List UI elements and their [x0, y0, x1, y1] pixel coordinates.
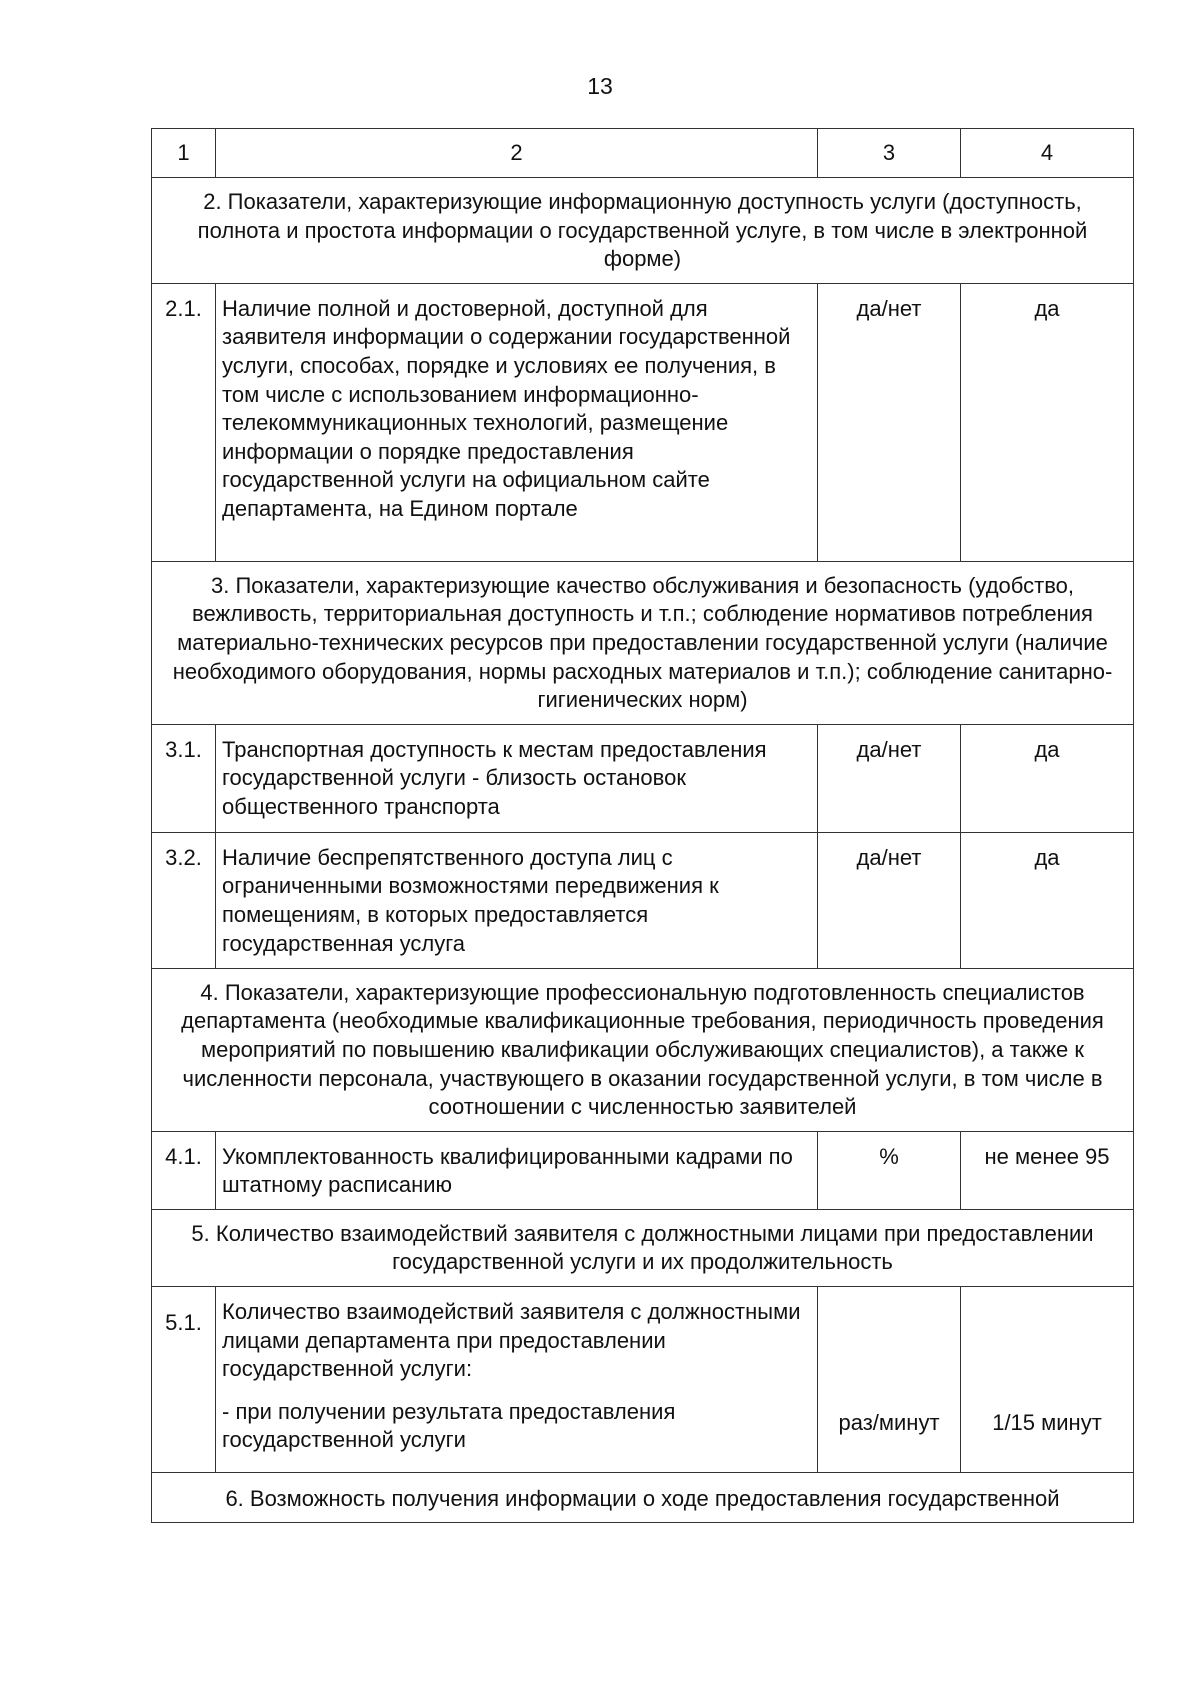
section-heading-6: 6. Возможность получения информации о ходе предоставления государственной — [152, 1472, 1134, 1522]
row-value: да — [961, 832, 1134, 968]
row-description: Укомплектованность квалифицированными кадрами по штатному расписанию — [216, 1131, 818, 1209]
row-unit: раз/минут — [818, 1286, 961, 1472]
table-row — [152, 832, 1134, 968]
row-number: 5.1. — [152, 1286, 216, 1472]
table-row — [152, 1286, 1134, 1472]
row-value: не менее 95 — [961, 1131, 1134, 1209]
header-col-2: 2 — [216, 129, 818, 178]
section-heading-4: 4. Показатели, характеризующие профессиональную подготовленность специалистов департамента (необходимые квалификационные требования, периодичность проведения мероприятий по повышению квалификации обслуживающих специалистов), а также к численности персонала, участвующего в оказании государственной услуги, в том числе в соотношении с численностью заявителей — [152, 968, 1134, 1131]
row-number: 3.1. — [152, 724, 216, 832]
table-row — [152, 1131, 1134, 1209]
row-unit: % — [818, 1131, 961, 1209]
row-value: 1/15 минут — [961, 1286, 1134, 1472]
row-description-sub: - при получении результата предоставления государственной услуги — [222, 1398, 676, 1453]
row-number: 4.1. — [152, 1131, 216, 1209]
section-heading-3: 3. Показатели, характеризующие качество обслуживания и безопасность (удобство, вежливость, территориальная доступность и т.п.; соблюдение нормативов потребления материально-технических ресурсов при предоставлении государственной услуги (наличие необходимого оборудования, нормы расходных материалов и т.п.); соблюдение санитарно-гигиенических норм) — [152, 561, 1134, 724]
table-row — [152, 724, 1134, 832]
section-row — [152, 1209, 1134, 1286]
row-description — [216, 1286, 818, 1472]
header-col-3: 3 — [818, 129, 961, 178]
section-heading-2: 2. Показатели, характеризующие информационную доступность услуги (доступность, полнота и простота информации о государственной услуге, в том числе в электронной форме) — [152, 178, 1134, 284]
section-row — [152, 178, 1134, 284]
row-value: да — [961, 283, 1134, 561]
section-row — [152, 1472, 1134, 1522]
section-row — [152, 968, 1134, 1131]
row-unit: да/нет — [818, 724, 961, 832]
header-row — [152, 129, 1134, 178]
section-row — [152, 561, 1134, 724]
row-value: да — [961, 724, 1134, 832]
row-number: 3.2. — [152, 832, 216, 968]
row-unit: да/нет — [818, 832, 961, 968]
row-description-main: Количество взаимодействий заявителя с должностными лицами департамента при предоставлении государственной услуги: — [222, 1298, 801, 1382]
row-description: Транспортная доступность к местам предоставления государственной услуги - близость остановок общественного транспорта — [216, 724, 818, 832]
table-row — [152, 283, 1134, 561]
section-heading-5: 5. Количество взаимодействий заявителя с должностными лицами при предоставлении государственной услуги и их продолжительность — [152, 1209, 1134, 1286]
header-col-4: 4 — [961, 129, 1134, 178]
row-unit: да/нет — [818, 283, 961, 561]
row-description: Наличие полной и достоверной, доступной для заявителя информации о содержании государственной услуги, способах, порядке и условиях ее получения, в том числе с использованием информационно-телекоммуникационных технологий, размещение информации о порядке предоставления государственной услуги на официальном сайте департамента, на Едином портале — [216, 283, 818, 561]
row-description: Наличие беспрепятственного доступа лиц с ограниченными возможностями передвижения к помещениям, в которых предоставляется государственная услуга — [216, 832, 818, 968]
description-gap — [222, 1384, 811, 1398]
page-number: 13 — [587, 73, 613, 99]
header-col-1: 1 — [152, 129, 216, 178]
row-number: 2.1. — [152, 283, 216, 561]
indicators-table — [151, 128, 1134, 1523]
